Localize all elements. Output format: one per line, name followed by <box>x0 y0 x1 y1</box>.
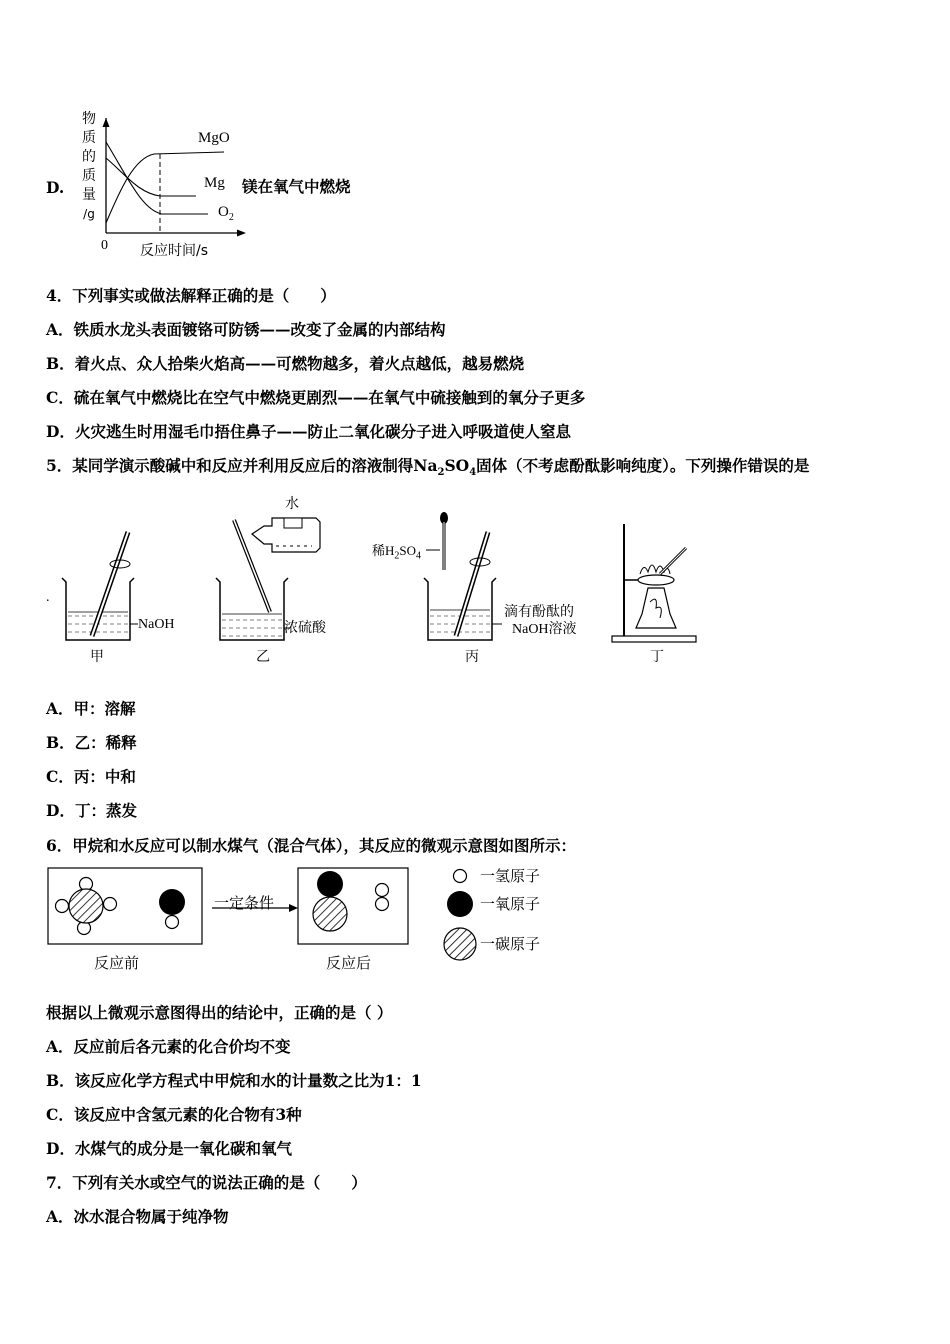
ylabel-char: 物 <box>82 111 96 127</box>
q4-option-a: A．铁质水龙头表面镀铬可防锈——改变了金属的内部结构 <box>46 320 446 339</box>
after-label: 反应后 <box>326 954 372 972</box>
q5-formula-so: SO <box>444 456 470 475</box>
q6-conclusion: 根据以上微观示意图得出的结论中，正确的是（ ） <box>46 1003 393 1022</box>
dilute-pre: 稀H <box>372 543 395 558</box>
o2-text: O <box>218 204 229 220</box>
q4-option-c: C．硫在氧气中燃烧比在空气中燃烧更剧烈——在氧气中硫接触到的氧分子更多 <box>46 388 586 407</box>
o2-label <box>218 204 234 226</box>
q7-option-a: A．冰水混合物属于纯净物 <box>46 1207 229 1226</box>
legend-o-icon <box>447 891 473 917</box>
mgo-label: MgO <box>198 130 230 146</box>
c-atom <box>69 889 103 923</box>
q5-sub-4: 4 <box>469 467 477 479</box>
q5-option-c: C．丙：中和 <box>46 767 136 786</box>
naoh-label: NaOH <box>138 617 175 632</box>
ylabel-char: 质 <box>82 168 96 184</box>
ylabel-char: 量 <box>82 187 96 203</box>
x-axis-arrow <box>237 230 246 237</box>
q5-option-b: B．乙：稀释 <box>46 733 137 752</box>
dilute-sub-2: 4 <box>416 550 422 562</box>
q6-option-b: B．该反应化学方程式中甲烷和水的计量数之比为1：1 <box>46 1071 422 1090</box>
phenol-label-2: NaOH溶液 <box>512 622 577 637</box>
yi-label: 乙 <box>256 649 270 665</box>
q6-option-c: C．该反应中含氢元素的化合物有3种 <box>46 1105 302 1124</box>
legend-c-icon <box>444 928 476 960</box>
stray-dot: . <box>46 590 50 605</box>
q5-sub-2: 2 <box>437 467 445 479</box>
h-atom <box>56 900 69 913</box>
phenol-label-1: 滴有酚酞的 <box>504 604 574 620</box>
c-atom <box>313 897 347 931</box>
dilute-mid: SO <box>399 543 417 558</box>
jia-label: 甲 <box>90 649 104 665</box>
mg-label: Mg <box>204 175 225 191</box>
ylabel-char: 的 <box>82 149 96 165</box>
q6-option-d: D．水煤气的成分是一氧化碳和氧气 <box>46 1139 292 1158</box>
q3-graph-ylabel <box>78 110 100 224</box>
ylabel-char: /g <box>83 207 95 221</box>
condition-label: 一定条件 <box>214 894 275 912</box>
dilute-sub-1: 2 <box>394 550 400 562</box>
legend-c-label: 一碳原子 <box>480 935 541 953</box>
legend-h-label: 一氢原子 <box>480 867 541 885</box>
y-axis-arrow <box>103 118 110 127</box>
beaker-bing <box>420 510 520 650</box>
evaporation-setup <box>606 522 706 646</box>
origin-label: 0 <box>101 238 108 253</box>
q4-option-b: B．着火点、众人拾柴火焰高——可燃物越多，着火点越低，越易燃烧 <box>46 354 525 373</box>
mg-curve <box>106 158 196 196</box>
q5-option-a: A．甲：溶解 <box>46 699 136 718</box>
o-atom <box>159 889 185 915</box>
x-axis-label: 反应时间/s <box>140 243 209 259</box>
h-atom <box>376 898 389 911</box>
q4-option-d: D．火灾逃生时用湿毛巾捂住鼻子——防止二氧化碳分子进入呼吸道使人窒息 <box>46 422 571 441</box>
q3-option-d-label: D. <box>46 178 65 197</box>
h-atom <box>166 916 179 929</box>
h-atom <box>104 898 117 911</box>
q5-stem-post: 固体（不考虑酚酞影响纯度）。下列操作错误的是 <box>476 456 810 475</box>
q7-stem: 7．下列有关水或空气的说法正确的是（ ） <box>46 1173 367 1192</box>
q6-option-a: A．反应前后各元素的化合价均不变 <box>46 1037 291 1056</box>
q6-stem: 6．甲烷和水反应可以制水煤气（混合气体），其反应的微观示意图如图所示： <box>46 836 577 855</box>
water-label: 水 <box>285 496 299 512</box>
legend-h-icon <box>454 870 467 883</box>
h-atom <box>376 884 389 897</box>
ding-label: 丁 <box>650 649 664 665</box>
q5-option-d: D．丁：蒸发 <box>46 801 137 820</box>
q5-formula-na: Na <box>413 456 438 475</box>
bing-label: 丙 <box>465 649 479 665</box>
before-label: 反应前 <box>94 954 140 972</box>
dilute-acid-label <box>372 543 421 565</box>
legend-o-label: 一氧原子 <box>480 895 541 913</box>
q5-stem <box>46 456 809 483</box>
q3-graph-caption: 镁在氧气中燃烧 <box>242 177 351 196</box>
q5-stem-pre: 5．某同学演示酸碱中和反应并利用反应后的溶液制得 <box>46 456 414 475</box>
o2-subscript: 2 <box>228 212 234 223</box>
q4-stem: 4．下列事实或做法解释正确的是（ ） <box>46 286 336 305</box>
conc-acid-label: 浓硫酸 <box>284 620 326 636</box>
o-atom <box>317 871 343 897</box>
ylabel-char: 质 <box>82 130 96 146</box>
